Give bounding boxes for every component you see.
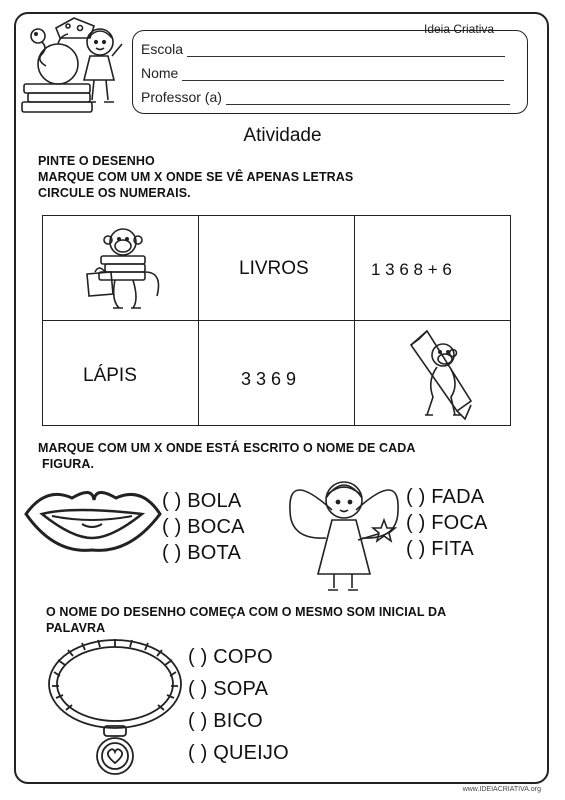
nome-field[interactable] — [141, 65, 504, 81]
numbers-1: 1 3 6 8 + 6 — [371, 260, 452, 279]
livros-word: LIVROS — [239, 258, 309, 279]
professor-line — [226, 92, 510, 105]
professor-field[interactable] — [141, 89, 510, 105]
nome-label: Nome — [141, 65, 179, 81]
option-boca[interactable]: ( ) BOCA — [162, 516, 245, 538]
section2-instructions — [38, 440, 416, 472]
nome-line — [182, 68, 504, 81]
instruction-line: MARQUE COM UM X ONDE SE VÊ APENAS LETRAS — [38, 170, 354, 184]
grid-cell-numbers-1[interactable] — [355, 216, 511, 321]
necklace-heart-icon — [40, 632, 190, 780]
student-info-box — [132, 30, 528, 114]
fairy-icon — [286, 470, 404, 596]
grid-cell-monkey-books[interactable] — [43, 216, 199, 321]
monkey-pencil-icon — [403, 325, 483, 421]
option-fada[interactable]: ( ) FADA — [406, 486, 485, 508]
grid-cell-numbers-2[interactable] — [199, 321, 355, 426]
brand-label: Ideia Criativa — [424, 22, 495, 36]
escola-field[interactable] — [141, 41, 505, 57]
mouth-lips-icon — [22, 484, 162, 554]
option-bico[interactable]: ( ) BICO — [188, 710, 263, 732]
activity-grid — [42, 215, 511, 426]
instruction-line: CIRCULE OS NUMERAIS. — [38, 186, 191, 200]
instruction-line: MARQUE COM UM X ONDE ESTÁ ESCRITO O NOME DE CADA — [38, 441, 416, 455]
escola-label: Escola — [141, 41, 184, 57]
escola-line — [187, 44, 505, 57]
grid-cell-lapis[interactable] — [43, 321, 199, 426]
instruction-line: FIGURA. — [42, 457, 95, 471]
page-title: Atividade — [243, 125, 322, 146]
footer-url: www.IDEIACRIATIVA.org — [462, 786, 541, 793]
option-bola[interactable]: ( ) BOLA — [162, 490, 242, 512]
section1-instructions — [38, 153, 353, 201]
lapis-word: LÁPIS — [83, 365, 137, 386]
grid-cell-monkey-pencil[interactable] — [355, 321, 511, 426]
option-bota[interactable]: ( ) BOTA — [162, 542, 242, 564]
instruction-line: PALAVRA — [46, 621, 106, 635]
option-copo[interactable]: ( ) COPO — [188, 646, 273, 668]
option-foca[interactable]: ( ) FOCA — [406, 512, 488, 534]
option-fita[interactable]: ( ) FITA — [406, 538, 474, 560]
grid-cell-livros[interactable] — [199, 216, 355, 321]
numbers-2: 3 3 6 9 — [241, 369, 297, 389]
monkey-books-icon — [71, 222, 171, 314]
instruction-line: O NOME DO DESENHO COMEÇA COM O MESMO SOM INICIAL DA — [46, 605, 447, 619]
instruction-line: PINTE O DESENHO — [38, 154, 155, 168]
kids-books-illustration — [18, 14, 136, 116]
option-sopa[interactable]: ( ) SOPA — [188, 678, 269, 700]
option-queijo[interactable]: ( ) QUEIJO — [188, 742, 289, 764]
professor-label: Professor (a) — [141, 89, 222, 105]
